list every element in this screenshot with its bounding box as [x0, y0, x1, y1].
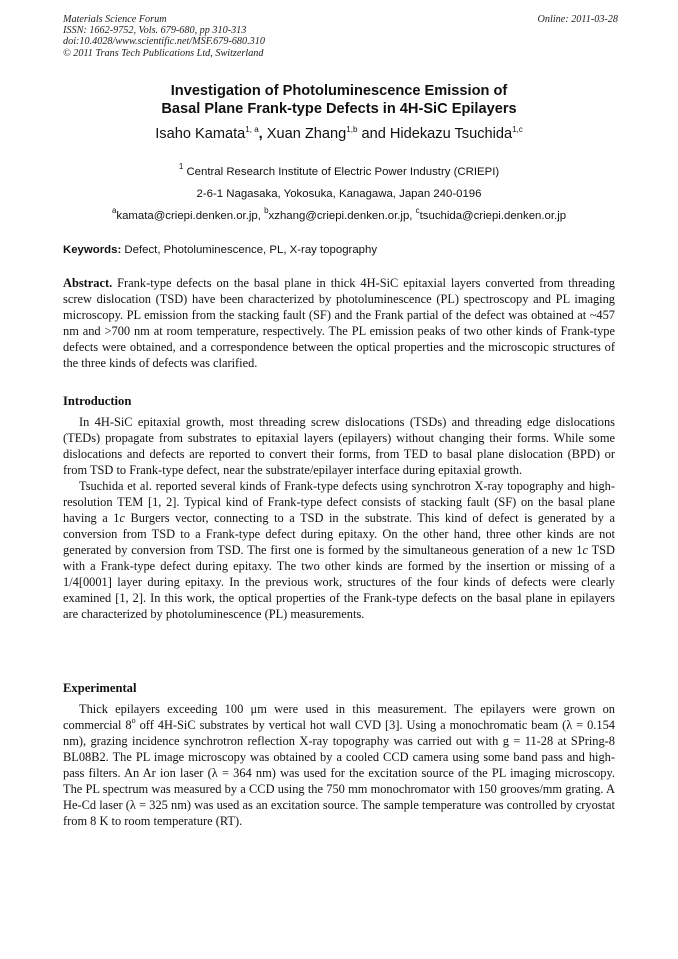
email-a-marker: a	[111, 206, 117, 215]
intro-paragraph-2	[63, 478, 615, 622]
email-b-marker: b	[264, 206, 269, 215]
affiliation-line-1	[0, 162, 678, 179]
copyright-line: © 2011 Trans Tech Publications Ltd, Switzerland	[63, 47, 264, 59]
author-3: and Hidekazu Tsuchida	[357, 126, 513, 142]
author-3-affil: 1,c	[512, 125, 523, 134]
author-2: Xuan Zhang	[262, 126, 347, 142]
email-c-marker: c	[415, 206, 420, 215]
affiliation-address: 2-6-1 Nagasaka, Yokosuka, Kanagawa, Japan 240-0196	[196, 188, 482, 200]
intro-p2-c-symbol-2: c	[582, 543, 588, 557]
abstract-label: Abstract.	[63, 276, 113, 290]
keywords-label: Keywords:	[63, 244, 122, 256]
issn-line: ISSN: 1662-9752, Vols. 679-680, pp 310-313	[63, 25, 247, 37]
experimental-body	[63, 701, 615, 829]
title-line-1: Investigation of Photoluminescence Emission of	[170, 83, 508, 99]
journal-header	[63, 14, 618, 59]
author-1-affil: 1, a	[245, 125, 259, 134]
author-emails	[0, 206, 678, 223]
exp-p1-part-2: off 4H-SiC substrates by vertical hot wall CVD [3]. Using a monochromatic beam (λ = 0.154 nm), grazing incidence synchrotron reflection X-ray topography was carried out with g = 11-28 at SPring-8 BL08B2. The PL image microscopy was obtained by a cooled CCD camera using some band pass and high-pass filters. An Ar ion laser (λ = 364 nm) was used for the excitation source of the PL imaging microscopy. The PL spectrum was measured by a CCD using the 750 mm monochromator with 150 grooves/mm grating. A He-Cd laser (λ = 325 nm) was used as an excitation source. The sample temperature was controlled by cryostat from 8 K to room temperature (RT).	[63, 718, 615, 828]
intro-p2-part-3: TSD with a Frank-type defect during epitaxy. The two other kinds are formed by the insertion or missing of a 1/4[0001] layer during epitaxy. In the previous work, structures of the four kinds of defects were clearly examined [1, 2]. In this work, the optical properties of the Frank-type defects on the basal plane in epilayers are characterized by photoluminescence (PL) measurements.	[63, 543, 615, 621]
degree-symbol: o	[131, 716, 136, 725]
email-a: kamata@criepi.denken.or.jp,	[116, 210, 265, 222]
abstract-text: Frank-type defects on the basal plane in thick 4H-SiC epitaxial layers converted from threading screw dislocation (TSD) have been characterized by photoluminescence (PL) spectroscopy and PL imaging microscopy. PL emission from the stacking fault (SF) and the Frank partial of the defect was obtained at ~457 nm and >700 nm at room temperature, respectively. The PL emission peaks of two other kinds of Frank-type defects were obtained, and a correspondence between the optical properties and the microscopic structures of the three kinds of defects was clarified.	[63, 276, 615, 370]
journal-name: Materials Science Forum	[63, 14, 167, 25]
keywords	[63, 243, 618, 257]
doi-line: doi:10.4028/www.scientific.net/MSF.679-680.310	[63, 36, 265, 48]
keywords-text: Defect, Photoluminescence, PL, X-ray topography	[121, 244, 378, 256]
affiliation-institute: Central Research Institute of Electric Power Industry (CRIEPI)	[183, 166, 500, 178]
intro-p2-part-1: Tsuchida et al. reported several kinds of Frank-type defects using synchrotron X-ray topography and high-resolution TEM [1, 2]. Typical kind of Frank-type defect consists of stacking fault (SF) on the basal plane having a 1	[63, 479, 615, 525]
online-date: Online: 2011-03-28	[537, 14, 618, 25]
author-2-affil: 1,b	[346, 125, 358, 134]
title-line-2: Basal Plane Frank-type Defects in 4H-SiC Epilayers	[161, 101, 517, 117]
section-heading-introduction: Introduction	[63, 394, 132, 408]
affiliation-number: 1	[178, 162, 184, 171]
intro-p2-part-2: Burgers vector, connecting to a TSD in the substrate. This kind of defect is generated by a conversion from TSD to a Frank-type defect during epitaxy. On the other hand, three other kinds are not generated by conversion from TSD. The first one is formed by the simultaneous generation of a new 1	[63, 511, 615, 557]
introduction-body	[63, 414, 615, 622]
exp-p1-part-1: Thick epilayers exceeding 100 μm were used in this measurement. The epilayers were grown on commercial 8	[63, 702, 615, 732]
author-list	[0, 124, 678, 144]
email-c: tsuchida@criepi.denken.or.jp	[419, 210, 567, 222]
paper-title	[0, 82, 678, 118]
author-1: Isaho Kamata	[155, 126, 246, 142]
intro-p2-c-symbol-1: c	[119, 511, 125, 525]
email-b: xzhang@criepi.denken.or.jp,	[268, 210, 416, 222]
author-1-comma: ,	[258, 126, 263, 142]
intro-paragraph-1: In 4H-SiC epitaxial growth, most threading screw dislocations (TSDs) and threading edge dislocations (TEDs) propagate from substrates to epitaxial layers (epilayers) without changing their forms. While some dislocations and defects are reported to convert their forms, from TED to basal plane dislocation (BPD) or from TSD to Frank-type defect, near the substrate/epilayer interface during epitaxial growth.	[63, 415, 615, 477]
abstract	[63, 275, 615, 371]
section-heading-experimental: Experimental	[63, 681, 137, 695]
experimental-paragraph-1	[63, 701, 615, 829]
